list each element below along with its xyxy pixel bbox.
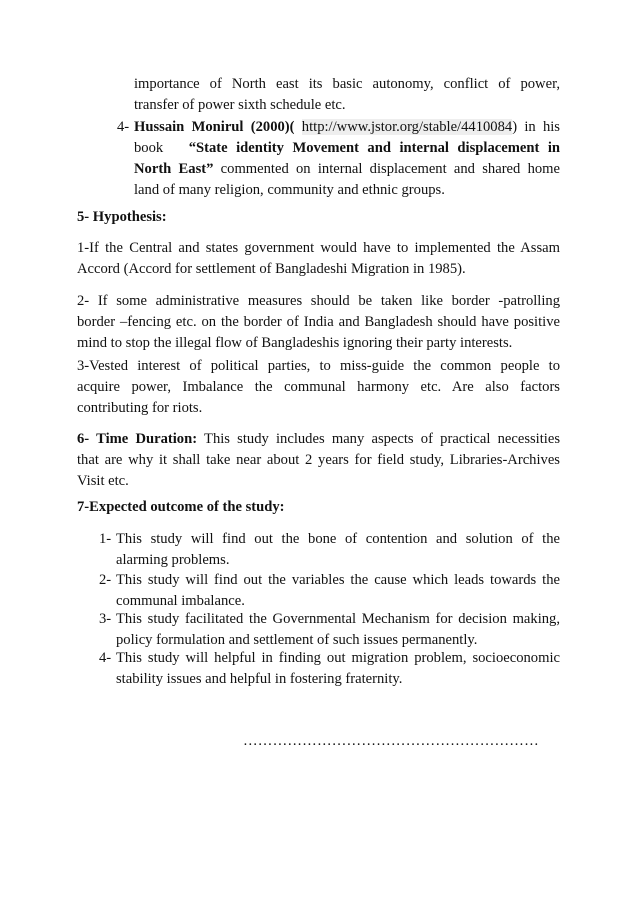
reference-continuation — [134, 74, 560, 116]
hypothesis-paragraph-2: 2- If some administrative measures should be taken like border -patrolling border –fencing etc. on the border of India and Bangladesh should have positive mind to stop the illegal flow of Bangladeshis ignoring their party interests. — [77, 293, 560, 351]
hypothesis-heading: 5- Hypothesis: — [77, 209, 167, 225]
reference-number: 4- — [117, 119, 130, 135]
reference-continuation-line: transfer of power sixth schedule etc. — [134, 97, 346, 113]
closing-dotted-line: …………………………………………………… — [243, 733, 539, 749]
outcome-number: 3- — [99, 611, 112, 627]
reference-description: commented on internal displacement and shared home — [220, 161, 560, 177]
reference-continuation-line: importance of North east its basic autonomy, conflict of power, — [134, 76, 560, 92]
document-page: importance of North east its basic autonomy, conflict of power, transfer of power sixth schedule etc. 4- Hussain Monirul (2000)( http://www.jstor.org/stable/4410084) in his book “State identity Movement and internal displacement in North East” commented on internal displacement and shared home land of many religion, community and ethnic groups. 5- Hypothesis: 1-If the Central and states government would have to implemented the Assam Accord (Accord for settlement of Bangladeshi Migration in 1985). 2- If some administrative measures should be taken like border -patrolling border –fencing etc. on the border of India and Bangladesh should have positive mind to stop the illegal flow of Bangladeshis ignoring their party interests. 3-Vested interest of political parties, to miss-guide the common people to acquire power, Imbalance the communal harmony etc. Are also factors contributing for riots. 6- Time Duration: This study includes many aspects of practical necessities that are why it shall take near about 2 years for field study, Libraries-Archives Visit etc. 7-Expected outcome of the study: 1- This study will find out the bone of contention and solution of the alarming problems. 2- This study will find out the variables the cause which leads towards the communal imbalance. 3- This study facilitated the Governmental Mechanism for decision making, policy formulation and settlement of such issues permanently. 4- This study will helpful in finding out migration problem, socioeconomic stability issues and helpful in fostering fraternity. …………………………………………………… — [77, 76, 561, 749]
reference-book-word: book — [134, 140, 164, 156]
outcome-number: 2- — [99, 572, 112, 588]
reference-title-part2: North East” — [134, 161, 214, 177]
reference-author: Hussain Monirul (2000)( — [134, 119, 295, 135]
reference-url-close: ) in his — [512, 119, 560, 135]
reference-line-2 — [134, 138, 560, 159]
reference-url-link[interactable]: http://www.jstor.org/stable/4410084 — [301, 119, 513, 135]
reference-title-part1: “State identity Movement and internal displacement in — [188, 140, 560, 156]
hypothesis-paragraph-1: 1-If the Central and states government would have to implemented the Assam Accord (Accord for settlement of Bangladeshi Migration in 1985). — [77, 240, 560, 277]
outcome-number: 4- — [99, 650, 112, 666]
outcome-heading: 7-Expected outcome of the study: — [77, 499, 285, 515]
hypothesis-paragraph-3: 3-Vested interest of political parties, to miss-guide the common people to acquire power, Imbalance the communal harmony etc. Are also factors contributing for riots. — [77, 358, 560, 416]
reference-line-4: land of many religion, community and ethnic groups. — [134, 182, 445, 198]
time-duration-paragraph: 6- Time Duration: This study includes many aspects of practical necessities that are why it shall take near about 2 years for field study, Libraries-Archives Visit etc. — [77, 431, 561, 489]
reference-line-1 — [134, 117, 560, 138]
outcome-number: 1- — [99, 531, 112, 547]
time-duration-heading: 6- Time Duration: — [77, 431, 198, 447]
reference-line-3 — [134, 159, 560, 180]
